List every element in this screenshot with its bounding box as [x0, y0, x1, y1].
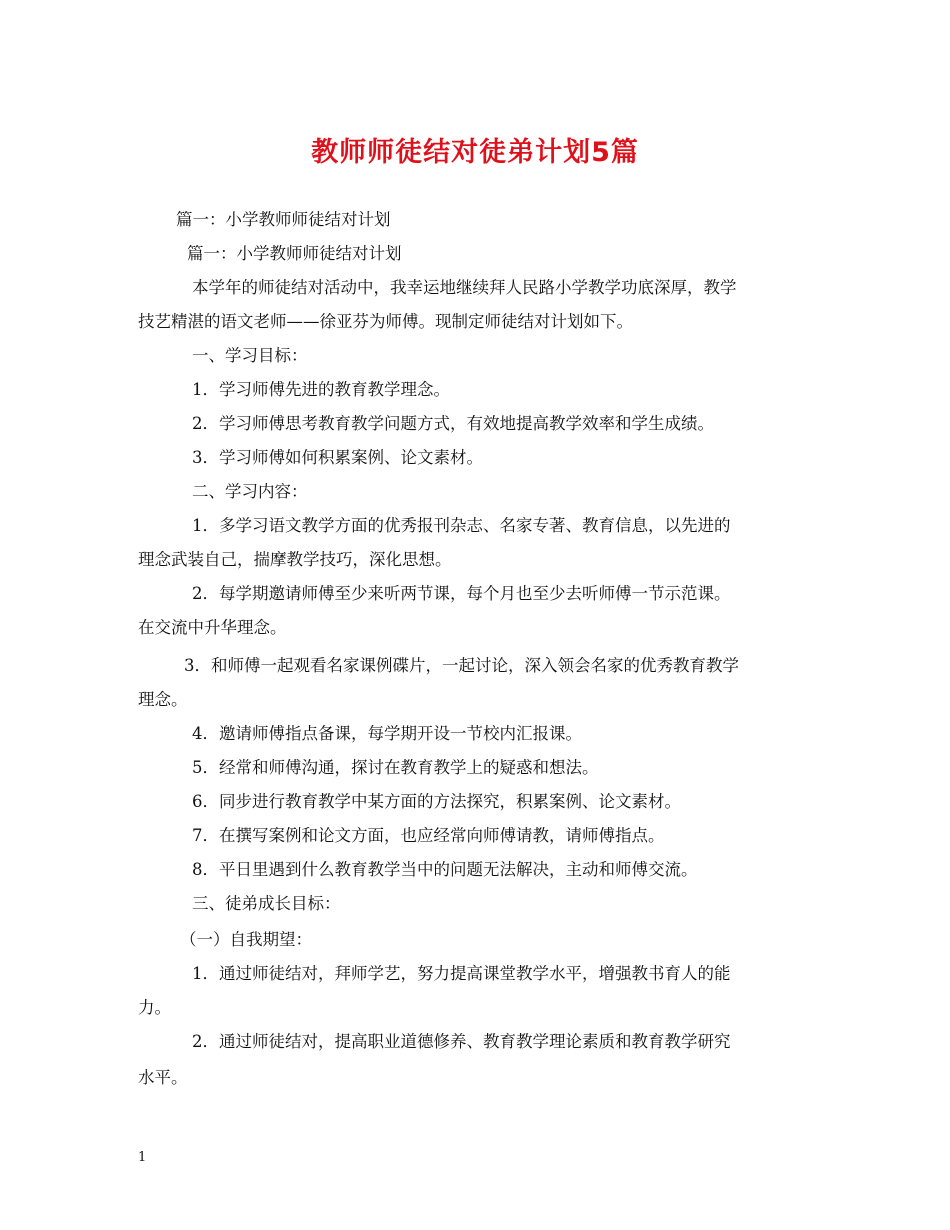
text-line: 二、学习内容：	[192, 482, 308, 501]
text-line: 3．学习师傅如何积累案例、论文素材。	[192, 448, 483, 467]
text-line: 理念武装自己，揣摩教学技巧，深化思想。	[138, 550, 452, 569]
text-line: 1．多学习语文教学方面的优秀报刊杂志、名家专著、教育信息，以先进的	[192, 516, 731, 535]
text-line: 1．通过师徒结对，拜师学艺，努力提高课堂教学水平，增强教书育人的能	[192, 964, 731, 983]
text-line: 8．平日里遇到什么教育教学当中的问题无法解决，主动和师傅交流。	[192, 860, 698, 879]
text-line: 一、学习目标：	[192, 346, 308, 365]
text-line: 理念。	[138, 690, 188, 709]
text-line: 2．学习师傅思考教育教学问题方式，有效地提高教学效率和学生成绩。	[192, 414, 714, 433]
text-line: 三、徒弟成长目标：	[192, 894, 341, 913]
text-line: 6．同步进行教育教学中某方面的方法探究，积累案例、论文素材。	[192, 792, 681, 811]
text-line: 水平。	[138, 1068, 188, 1087]
text-line: 本学年的师徒结对活动中，我幸运地继续拜人民路小学教学功底深厚，教学	[192, 278, 737, 297]
document-title: 教师师徒结对徒弟计划5篇	[311, 137, 639, 168]
text-line: 3．和师傅一起观看名家课例碟片，一起讨论，深入领会名家的优秀教育教学	[184, 656, 739, 675]
page-number: 1	[138, 1150, 147, 1165]
text-line: 2．通过师徒结对，提高职业道德修养、教育教学理论素质和教育教学研究	[192, 1032, 731, 1051]
text-line: 篇一：小学教师师徒结对计划	[176, 210, 391, 229]
text-line: 力。	[138, 998, 171, 1017]
text-line: 1．学习师傅先进的教育教学理念。	[192, 380, 450, 399]
text-line: 在交流中升华理念。	[138, 618, 287, 637]
text-line: 篇一：小学教师师徒结对计划	[187, 244, 402, 263]
text-line: 7．在撰写案例和论文方面，也应经常向师傅请教，请师傅指点。	[192, 826, 665, 845]
text-line: 5．经常和师傅沟通，探讨在教育教学上的疑惑和想法。	[192, 758, 599, 777]
text-line: 技艺精湛的语文老师——徐亚芬为师傅。现制定师徒结对计划如下。	[138, 312, 633, 331]
text-line: 4．邀请师傅指点备课，每学期开设一节校内汇报课。	[192, 724, 582, 743]
text-line: 2．每学期邀请师傅至少来听两节课，每个月也至少去听师傅一节示范课。	[192, 584, 731, 603]
text-line: （一）自我期望：	[180, 930, 312, 949]
